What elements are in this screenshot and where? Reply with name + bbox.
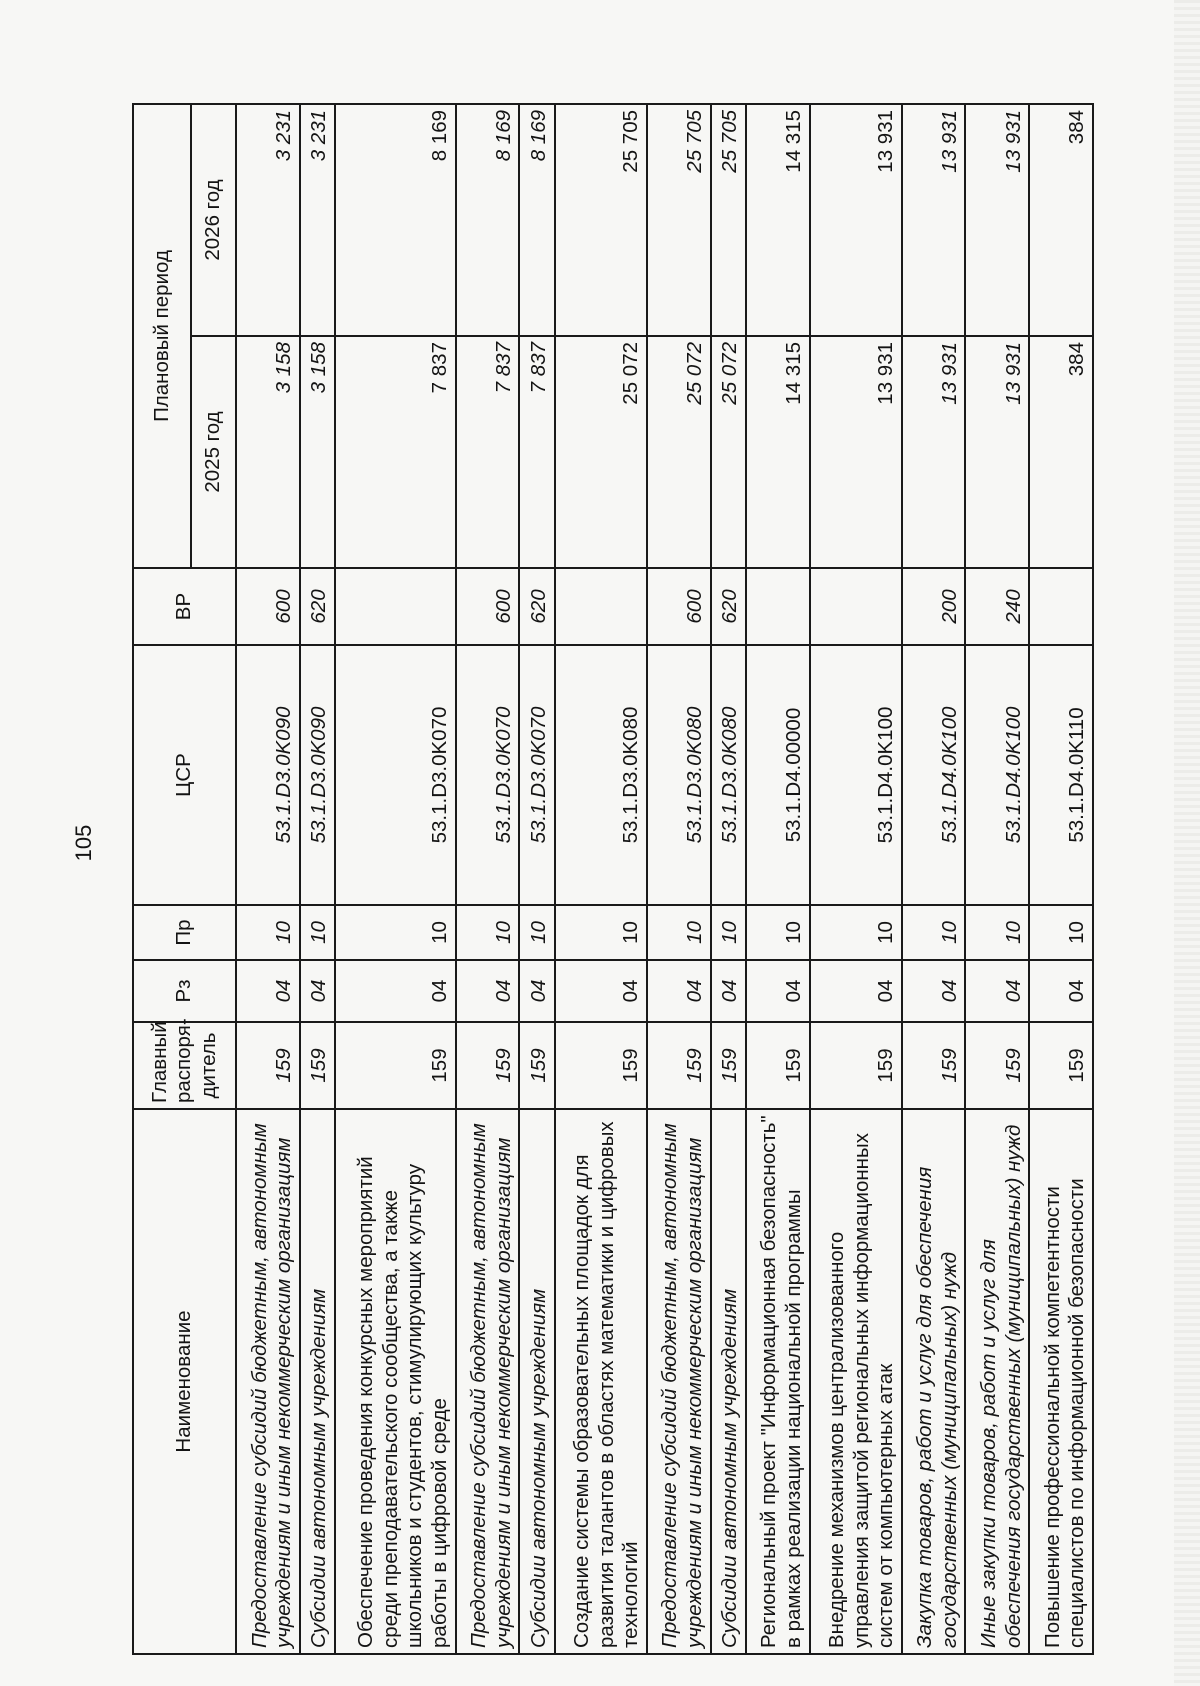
row-manager: 159 (810, 1022, 902, 1109)
row-vr: 620 (519, 568, 554, 645)
row-amount-2026: 13 931 (902, 104, 966, 336)
row-rz: 04 (746, 960, 810, 1022)
row-pr: 10 (335, 905, 456, 960)
row-name: Создание системы образовательных площадок для развития талантов в областях математики и цифровых технологий (555, 1109, 647, 1654)
row-csr: 53.1.D4.0K110 (1029, 645, 1093, 905)
row-pr: 10 (902, 905, 966, 960)
rotated-table-content (132, 105, 1094, 1655)
row-name: Предоставление субсидий бюджетным, автономным учреждениям и иным некоммерческим организациям (236, 1109, 300, 1654)
row-rz: 04 (1029, 960, 1093, 1022)
header-year-2025: 2025 год (191, 336, 236, 568)
header-year-2026: 2026 год (191, 104, 236, 336)
table-row (711, 104, 746, 1654)
row-rz: 04 (456, 960, 520, 1022)
row-rz: 04 (647, 960, 711, 1022)
row-vr: 620 (300, 568, 335, 645)
header-planned-period: Плановый период (133, 104, 191, 568)
row-name: Закупка товаров, работ и услуг для обеспечения государственных (муниципальных) нужд (902, 1109, 966, 1654)
header-rz: Рз (133, 960, 236, 1022)
row-rz: 04 (335, 960, 456, 1022)
row-amount-2026: 13 931 (965, 104, 1029, 336)
row-rz: 04 (965, 960, 1029, 1022)
row-csr: 53.1.D3.0K070 (519, 645, 554, 905)
table-row (746, 104, 810, 1654)
table-row (902, 104, 966, 1654)
row-amount-2025: 25 072 (647, 336, 711, 568)
row-vr (335, 568, 456, 645)
row-rz: 04 (711, 960, 746, 1022)
row-amount-2026: 3 231 (236, 104, 300, 336)
row-amount-2025: 3 158 (300, 336, 335, 568)
row-vr: 600 (456, 568, 520, 645)
row-rz: 04 (236, 960, 300, 1022)
row-name: Субсидии автономным учреждениям (300, 1109, 335, 1654)
row-amount-2026: 3 231 (300, 104, 335, 336)
row-name: Внедрение механизмов централизованного управления защитой региональных информационных систем от компьютерных атак (810, 1109, 902, 1654)
row-amount-2025: 13 931 (902, 336, 966, 568)
row-amount-2026: 14 315 (746, 104, 810, 336)
row-csr: 53.1.D4.0K100 (810, 645, 902, 905)
row-csr: 53.1.D3.0K080 (555, 645, 647, 905)
row-amount-2025: 13 931 (965, 336, 1029, 568)
table-header (133, 104, 236, 1654)
table-row (519, 104, 554, 1654)
row-vr: 620 (711, 568, 746, 645)
header-csr: ЦСР (133, 645, 236, 905)
row-pr: 10 (519, 905, 554, 960)
row-manager: 159 (335, 1022, 456, 1109)
row-pr: 10 (300, 905, 335, 960)
row-vr: 200 (902, 568, 966, 645)
row-name: Региональный проект "Информационная безопасность" в рамках реализации национальной программы (746, 1109, 810, 1654)
row-rz: 04 (555, 960, 647, 1022)
row-csr: 53.1.D4.0K100 (902, 645, 966, 905)
row-amount-2026: 25 705 (555, 104, 647, 336)
row-amount-2026: 384 (1029, 104, 1093, 336)
row-pr: 10 (746, 905, 810, 960)
row-manager: 159 (647, 1022, 711, 1109)
row-amount-2025: 13 931 (810, 336, 902, 568)
scan-edge (1174, 0, 1200, 1686)
row-csr: 53.1.D3.0K080 (711, 645, 746, 905)
row-csr: 53.1.D3.0K090 (236, 645, 300, 905)
row-amount-2025: 7 837 (335, 336, 456, 568)
row-name: Субсидии автономным учреждениям (711, 1109, 746, 1654)
table-row (810, 104, 902, 1654)
row-amount-2026: 8 169 (456, 104, 520, 336)
row-manager: 159 (456, 1022, 520, 1109)
row-pr: 10 (555, 905, 647, 960)
row-pr: 10 (810, 905, 902, 960)
row-vr (746, 568, 810, 645)
row-vr (555, 568, 647, 645)
row-pr: 10 (647, 905, 711, 960)
row-amount-2026: 8 169 (335, 104, 456, 336)
row-vr (1029, 568, 1093, 645)
rotated-table-frame (132, 105, 1094, 1655)
row-manager: 159 (555, 1022, 647, 1109)
table-body (236, 104, 1093, 1654)
header-manager: Главный распоря- дитель (133, 1022, 236, 1109)
row-vr: 600 (647, 568, 711, 645)
header-pr: Пр (133, 905, 236, 960)
row-amount-2025: 7 837 (456, 336, 520, 568)
row-amount-2025: 7 837 (519, 336, 554, 568)
row-amount-2025: 3 158 (236, 336, 300, 568)
table-row (647, 104, 711, 1654)
row-name: Иные закупки товаров, работ и услуг для обеспечения государственных (муниципальных) нужд (965, 1109, 1029, 1654)
row-manager: 159 (519, 1022, 554, 1109)
row-rz: 04 (519, 960, 554, 1022)
table-row (236, 104, 300, 1654)
row-vr (810, 568, 902, 645)
row-vr: 240 (965, 568, 1029, 645)
row-amount-2026: 25 705 (711, 104, 746, 336)
page-number: 105 (71, 824, 96, 862)
row-name: Обеспечение проведения конкурсных мероприятий среди преподавательского сообщества, а также школьников и студентов, стимулирующих культуру работы в цифровой среде (335, 1109, 456, 1654)
row-pr: 10 (236, 905, 300, 960)
row-rz: 04 (300, 960, 335, 1022)
budget-table (132, 103, 1094, 1655)
row-manager: 159 (965, 1022, 1029, 1109)
row-name: Субсидии автономным учреждениям (519, 1109, 554, 1654)
row-pr: 10 (456, 905, 520, 960)
table-row (1029, 104, 1093, 1654)
table-row (335, 104, 456, 1654)
row-csr: 53.1.D3.0K090 (300, 645, 335, 905)
table-row (555, 104, 647, 1654)
row-rz: 04 (902, 960, 966, 1022)
row-pr: 10 (965, 905, 1029, 960)
row-manager: 159 (711, 1022, 746, 1109)
row-amount-2026: 13 931 (810, 104, 902, 336)
row-csr: 53.1.D3.0K070 (456, 645, 520, 905)
row-name: Повышение профессиональной компетентности специалистов по информационной безопасности (1029, 1109, 1093, 1654)
row-amount-2025: 384 (1029, 336, 1093, 568)
row-amount-2025: 25 072 (555, 336, 647, 568)
row-name: Предоставление субсидий бюджетным, автономным учреждениям и иным некоммерческим организациям (647, 1109, 711, 1654)
row-csr: 53.1.D3.0K070 (335, 645, 456, 905)
row-pr: 10 (1029, 905, 1093, 960)
row-csr: 53.1.D3.0K080 (647, 645, 711, 905)
row-manager: 159 (746, 1022, 810, 1109)
header-vr: ВР (133, 568, 236, 645)
row-rz: 04 (810, 960, 902, 1022)
table-row (965, 104, 1029, 1654)
row-amount-2026: 25 705 (647, 104, 711, 336)
row-name: Предоставление субсидий бюджетным, автономным учреждениям и иным некоммерческим организациям (456, 1109, 520, 1654)
row-csr: 53.1.D4.00000 (746, 645, 810, 905)
row-amount-2025: 25 072 (711, 336, 746, 568)
row-pr: 10 (711, 905, 746, 960)
row-amount-2026: 8 169 (519, 104, 554, 336)
row-manager: 159 (1029, 1022, 1093, 1109)
row-amount-2025: 14 315 (746, 336, 810, 568)
row-manager: 159 (902, 1022, 966, 1109)
row-manager: 159 (236, 1022, 300, 1109)
table-row (300, 104, 335, 1654)
row-csr: 53.1.D4.0K100 (965, 645, 1029, 905)
row-vr: 600 (236, 568, 300, 645)
header-name: Наименование (133, 1109, 236, 1654)
row-manager: 159 (300, 1022, 335, 1109)
table-row (456, 104, 520, 1654)
